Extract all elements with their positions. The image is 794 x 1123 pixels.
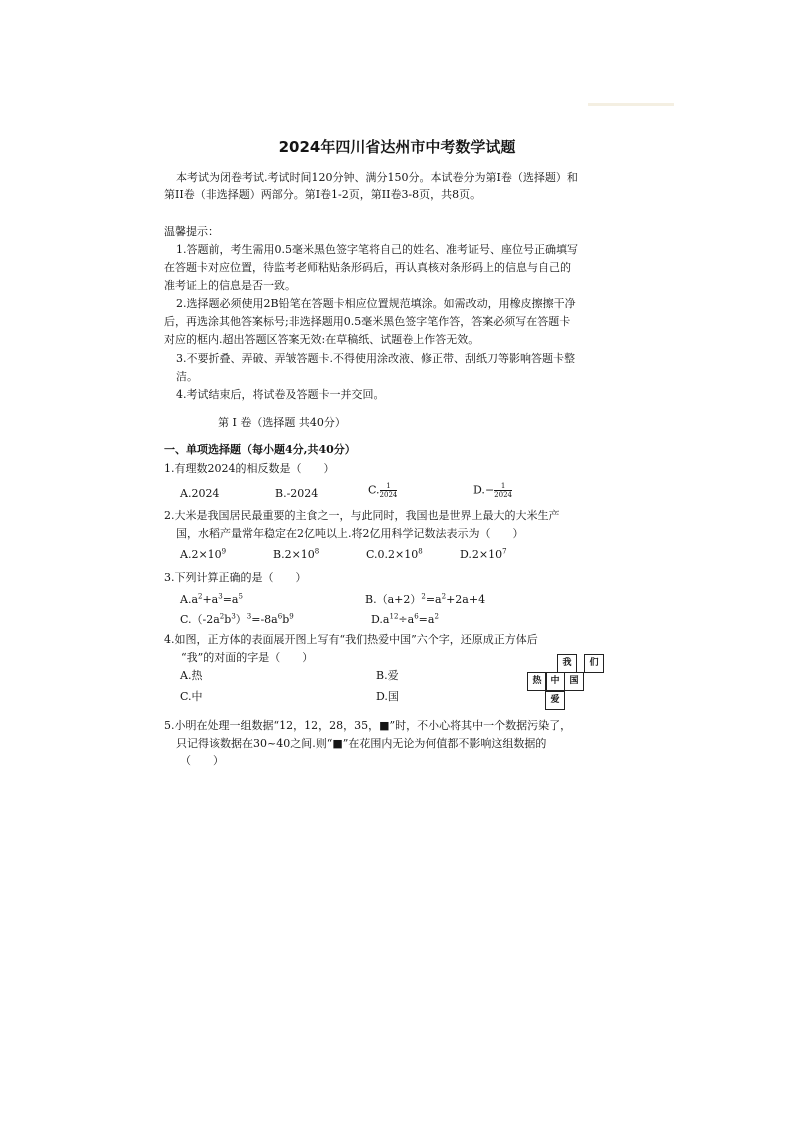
q5-stem-line-3: （ ） — [180, 754, 224, 767]
tips-heading: 温馨提示： — [164, 225, 219, 238]
q3-c-exp: 3 — [231, 612, 236, 621]
q4-option-a: A.热 — [180, 669, 203, 682]
q1-option-d-minus: − — [484, 483, 495, 497]
q3-d-exp: 12 — [389, 612, 399, 621]
q3-c-part: ） — [235, 613, 247, 626]
q2-c-exponent: 8 — [418, 547, 423, 556]
q3-c-part: =-8a — [251, 613, 278, 626]
tip-line-5: 后，再选涂其他答案标号;非选择题用0.5毫米黑色签字笔作答，答案必须写在答题卡 — [164, 315, 571, 328]
net-cell-wo: 我 — [557, 654, 577, 673]
q2-option-b — [273, 548, 319, 562]
net-cell-re: 热 — [527, 672, 547, 691]
q3-b-exp: 2 — [441, 592, 447, 601]
q3-option-d — [371, 613, 439, 627]
q3-d-part: D.a — [371, 613, 390, 626]
q2-option-a — [180, 548, 226, 562]
q4-stem-line-1: 4.如图，正方体的表面展开图上写有“我们热爱中国”六个字，还原成正方体后 — [164, 633, 538, 646]
net-cell-guo: 国 — [564, 672, 584, 691]
q1-d-numerator: 1 — [494, 482, 512, 491]
tip-line-1: 1.答题前，考生需用0.5毫米黑色签字笔将自己的姓名、准考证号、座位号正确填写 — [176, 243, 578, 256]
net-cell-zhong: 中 — [545, 672, 565, 691]
tip-line-8: 洁。 — [176, 370, 198, 383]
q1-c-denominator: 2024 — [379, 491, 398, 499]
q2-stem-line-1: 2.大米是我国居民最重要的主食之一，与此同时，我国也是世界上最大的大米生产 — [164, 509, 560, 522]
q1-d-denominator: 2024 — [494, 491, 512, 499]
q3-option-a — [180, 593, 243, 607]
q2-a-base: A.2×10 — [180, 548, 222, 561]
tip-line-6: 对应的框内.超出答题区答案无效:在草稿纸、试题卷上作答无效。 — [164, 333, 480, 346]
net-cell-ai: 爱 — [545, 691, 565, 710]
q1-option-d-prefix: D. — [473, 483, 485, 497]
section-title: 一、单项选择题（每小题4分,共40分） — [164, 443, 356, 456]
q3-a-exp: 5 — [238, 592, 243, 601]
q4-stem-line-2: “我”的对面的字是（ ） — [181, 651, 314, 664]
q2-option-d — [460, 548, 507, 562]
q5-stem-line-1: 5.小明在处理一组数据“12，12，28，35，■”时，不小心将其中一个数据污染了， — [164, 719, 572, 732]
intro-line-2: 第II卷（非选择题）两部分。第I卷1-2页，第II卷3-8页，共8页。 — [164, 188, 482, 201]
scan-artifact — [588, 103, 674, 106]
q3-b-part: B.（a+2） — [365, 593, 422, 606]
cube-net-figure — [527, 654, 623, 710]
q3-a-part: +a — [202, 593, 219, 606]
q1-stem: 1.有理数2024的相反数是（ ） — [164, 462, 335, 475]
tip-line-3: 准考证上的信息是否一致。 — [164, 279, 296, 292]
q3-c-exp: 2 — [219, 612, 225, 621]
q2-a-exponent: 9 — [221, 547, 227, 556]
q3-a-exp: 3 — [218, 592, 223, 601]
q3-b-part: +2a+4 — [446, 593, 486, 606]
q3-b-exp: 2 — [421, 592, 426, 601]
q3-c-exp: 6 — [277, 612, 283, 621]
q2-d-base: D.2×10 — [460, 548, 503, 561]
q3-c-part: C.（-2a — [180, 613, 220, 626]
q2-c-base: C.0.2×10 — [366, 548, 419, 561]
q3-option-c — [180, 613, 294, 627]
q1-option-b: B.-2024 — [275, 487, 319, 500]
q1-option-c-prefix: C. — [368, 483, 380, 497]
q3-c-part: b — [224, 613, 232, 626]
q1-option-c-fraction — [380, 482, 398, 499]
q3-d-exp: 6 — [414, 612, 419, 621]
q3-stem: 3.下列计算正确的是（ ） — [164, 571, 307, 584]
q3-a-part: =a — [222, 593, 239, 606]
q3-d-part: =a — [418, 613, 435, 626]
q1-c-numerator: 1 — [380, 482, 398, 491]
q2-b-exponent: 8 — [314, 547, 320, 556]
tip-line-4: 2.选择题必须使用2B铅笔在答题卡相应位置规范填涂。如需改动，用橡皮擦擦干净 — [176, 297, 576, 310]
tip-line-7: 3.不要折叠、弄破、弄皱答题卡.不得使用涂改液、修正带、刮纸刀等影响答题卡整 — [176, 352, 575, 365]
q3-option-b — [365, 593, 485, 607]
q2-stem-line-2: 国，水稻产量常年稳定在2亿吨以上.将2亿用科学记数法表示为（ ） — [176, 527, 524, 540]
q1-option-a: A.2024 — [180, 487, 220, 500]
part-title: 第 I 卷（选择题 共40分） — [218, 416, 346, 429]
q5-stem-line-2: 只记得该数据在30~40之间.则“■”在花围内无论为何值都不影响这组数据的 — [176, 737, 547, 750]
q3-b-part: =a — [425, 593, 442, 606]
q4-option-b: B.爱 — [376, 669, 399, 682]
intro-line-1: 本考试为闭卷考试.考试时间120分钟、满分150分。本试卷分为第I卷（选择题）和 — [176, 171, 578, 184]
q4-option-d: D.国 — [376, 690, 399, 703]
net-cell-men: 们 — [584, 654, 604, 673]
q3-a-part: A.a — [180, 593, 198, 606]
tip-line-2: 在答题卡对应位置，待监考老师粘贴条形码后，再认真核对条形码上的信息与自己的 — [164, 261, 571, 274]
q2-b-base: B.2×10 — [273, 548, 315, 561]
q3-c-part: b — [282, 613, 290, 626]
q3-c-exp: 3 — [246, 612, 252, 621]
q2-option-c — [366, 548, 423, 562]
q3-a-exp: 2 — [198, 592, 203, 601]
q4-option-c: C.中 — [180, 690, 203, 703]
q3-d-part: ÷a — [398, 613, 415, 626]
q2-d-exponent: 7 — [502, 547, 507, 556]
q1-option-d-fraction — [494, 482, 512, 499]
page-title: 2024年四川省达州市中考数学试题 — [278, 138, 516, 156]
q3-c-exp: 9 — [289, 612, 294, 621]
q3-d-exp: 2 — [434, 612, 439, 621]
q1-option-c — [368, 482, 397, 499]
tip-line-9: 4.考试结束后，将试卷及答题卡一并交回。 — [176, 388, 385, 401]
q1-option-d — [473, 482, 512, 499]
